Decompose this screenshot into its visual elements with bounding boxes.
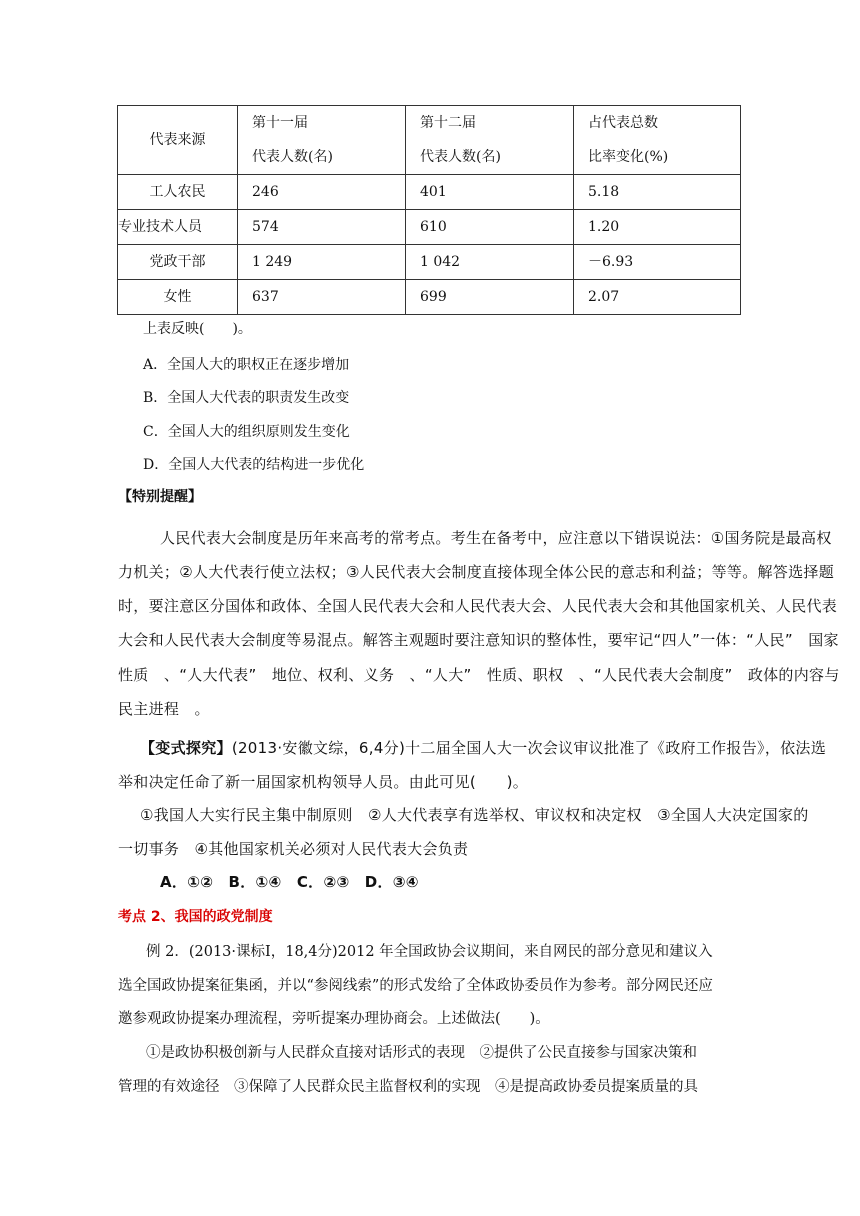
row-value: －6.93: [574, 245, 741, 280]
variant-choices: A．①② B．①④ C．②③ D．③④: [160, 873, 419, 891]
table-row: [118, 245, 741, 280]
reminder-line: 人民代表大会制度是历年来高考的常考点。考生在备考中，应注意以下错误说法：①国务院是最高权: [160, 529, 832, 547]
header-col4: 占代表总数 比率变化(%): [574, 106, 741, 175]
row-source: 党政干部: [118, 245, 238, 280]
row-value: 401: [406, 175, 574, 210]
example-line: 管理的有效途径 ③保障了人民群众民主监督权利的实现 ④是提高政协委员提案质量的具: [118, 1079, 698, 1095]
reminder-line: 力机关；②人大代表行使立法权；③人民代表大会制度直接体现全体公民的意志和利益；等等。解答选择题: [118, 563, 834, 581]
example-line: 选全国政协提案征集函，并以“参阅线索”的形式发给了全体政协委员作为参考。部分网民还应: [118, 978, 713, 994]
example-line: 邀参观政协提案办理流程，旁听提案办理协商会。上述做法( )。: [118, 1011, 550, 1027]
option-a: A．全国人大的职权正在逐步增加: [143, 357, 350, 373]
table-row: [118, 280, 741, 315]
variant-tag: 【变式探究】: [140, 739, 232, 757]
row-value: 610: [406, 210, 574, 245]
table-row: [118, 175, 741, 210]
row-value: 637: [238, 280, 406, 315]
variant-line: [140, 737, 826, 758]
row-value: 574: [238, 210, 406, 245]
section-title: 考点 2、我国的政党制度: [118, 909, 273, 925]
variant-line: 一切事务 ④其他国家机关必须对人民代表大会负责: [118, 840, 469, 858]
row-source: 专业技术人员: [118, 210, 238, 245]
reminder-line: 民主进程 。: [118, 700, 210, 718]
option-c: C．全国人大的组织原则发生变化: [143, 424, 350, 440]
reminder-line: 大会和人民代表大会制度等易混点。解答主观题时要注意知识的整体性，要牢记“四人”一体：“人民” 国家: [118, 631, 839, 649]
option-d: D．全国人大代表的结构进一步优化: [143, 457, 365, 473]
table-header-row: [118, 106, 741, 175]
row-value: 1.20: [574, 210, 741, 245]
row-value: 246: [238, 175, 406, 210]
variant-line: ①我国人大实行民主集中制原则 ②人大代表享有选举权、审议权和决定权 ③全国人大决定国家的: [140, 806, 809, 824]
reminder-line: 时，要注意区分国体和政体、全国人民代表大会和人民代表大会、人民代表大会和其他国家机关、人民代表: [118, 597, 838, 615]
row-value: 1 042: [406, 245, 574, 280]
data-table: [117, 105, 741, 315]
header-col3: 第十二届 代表人数(名): [406, 106, 574, 175]
row-value: 699: [406, 280, 574, 315]
row-value: 5.18: [574, 175, 741, 210]
example-line: ①是政协积极创新与人民群众直接对话形式的表现 ②提供了公民直接参与国家决策和: [146, 1045, 697, 1061]
row-source: 工人农民: [118, 175, 238, 210]
row-source: 女性: [118, 280, 238, 315]
header-source: 代表来源: [118, 106, 238, 175]
example-line: 例 2．(2013·课标Ⅰ，18,4分)2012 年全国政协会议期间，来自网民的部分意见和建议入: [146, 944, 713, 960]
reminder-line: 性质 、“人大代表” 地位、权利、义务 、“人大” 性质、职权 、“人民代表大会制度” 政体的内容与: [118, 666, 840, 684]
table-row: [118, 210, 741, 245]
header-col2: 第十一届 代表人数(名): [238, 106, 406, 175]
row-value: 1 249: [238, 245, 406, 280]
question-stem: 上表反映( )。: [143, 321, 252, 337]
variant-text: (2013·安徽文综，6,4分)十二届全国人大一次会议审议批准了《政府工作报告》，依法选: [231, 739, 827, 757]
option-b: B．全国人大代表的职责发生改变: [143, 390, 350, 406]
reminder-tag: 【特别提醒】: [118, 489, 202, 505]
variant-line: 举和决定任命了新一届国家机构领导人员。由此可见( )。: [118, 773, 529, 791]
row-value: 2.07: [574, 280, 741, 315]
